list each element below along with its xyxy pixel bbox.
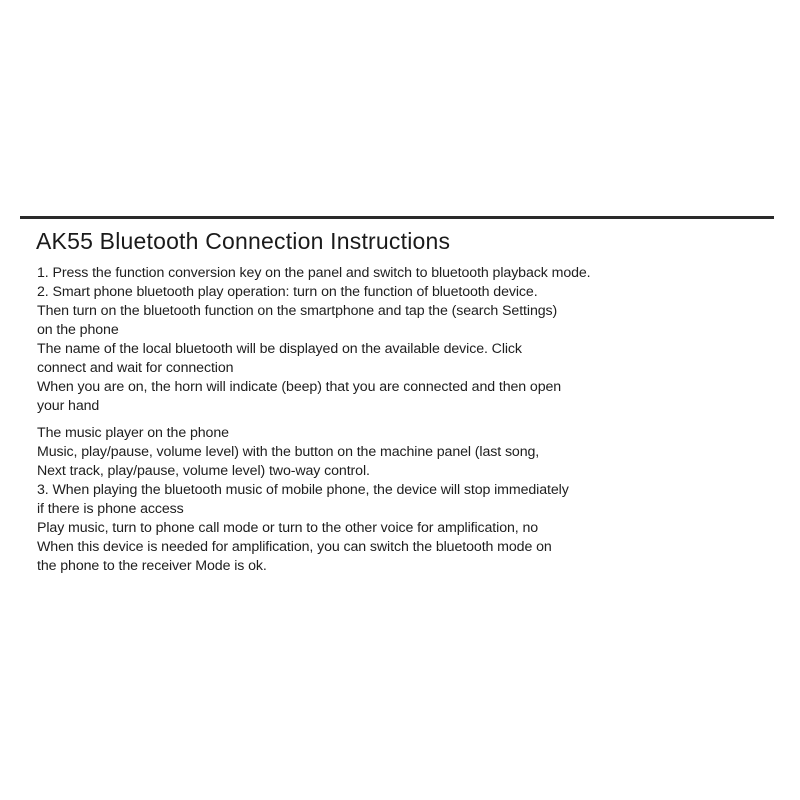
instruction-line: Music, play/pause, volume level) with the button on the machine panel (last song, (37, 444, 540, 460)
instruction-line: 1. Press the function conversion key on the panel and switch to bluetooth playback mode. (37, 265, 591, 281)
instruction-line: Next track, play/pause, volume level) two-way control. (37, 463, 370, 479)
instruction-line: 2. Smart phone bluetooth play operation: turn on the function of bluetooth device. (37, 284, 538, 300)
instructions-section-2 (37, 424, 569, 576)
instruction-line: When you are on, the horn will indicate (beep) that you are connected and then open (37, 379, 562, 395)
instruction-line: Play music, turn to phone call mode or turn to the other voice for amplification, no (37, 520, 539, 536)
instruction-line: The name of the local bluetooth will be displayed on the available device. Click (37, 341, 522, 357)
instruction-line: the phone to the receiver Mode is ok. (37, 558, 267, 574)
instruction-line: The music player on the phone (37, 425, 229, 441)
page-title: AK55 Bluetooth Connection Instructions (36, 228, 451, 254)
instruction-line: 3. When playing the bluetooth music of mobile phone, the device will stop immediately (37, 482, 569, 498)
instruction-line: your hand (37, 398, 100, 414)
instruction-line: connect and wait for connection (37, 360, 234, 376)
instruction-line: if there is phone access (37, 501, 184, 517)
instruction-line: on the phone (37, 322, 119, 338)
instructions-section-1 (37, 264, 591, 416)
instruction-line: Then turn on the bluetooth function on the smartphone and tap the (search Settings) (37, 303, 558, 319)
instruction-line: When this device is needed for amplification, you can switch the bluetooth mode on (37, 539, 552, 555)
top-divider-rule (20, 216, 774, 219)
